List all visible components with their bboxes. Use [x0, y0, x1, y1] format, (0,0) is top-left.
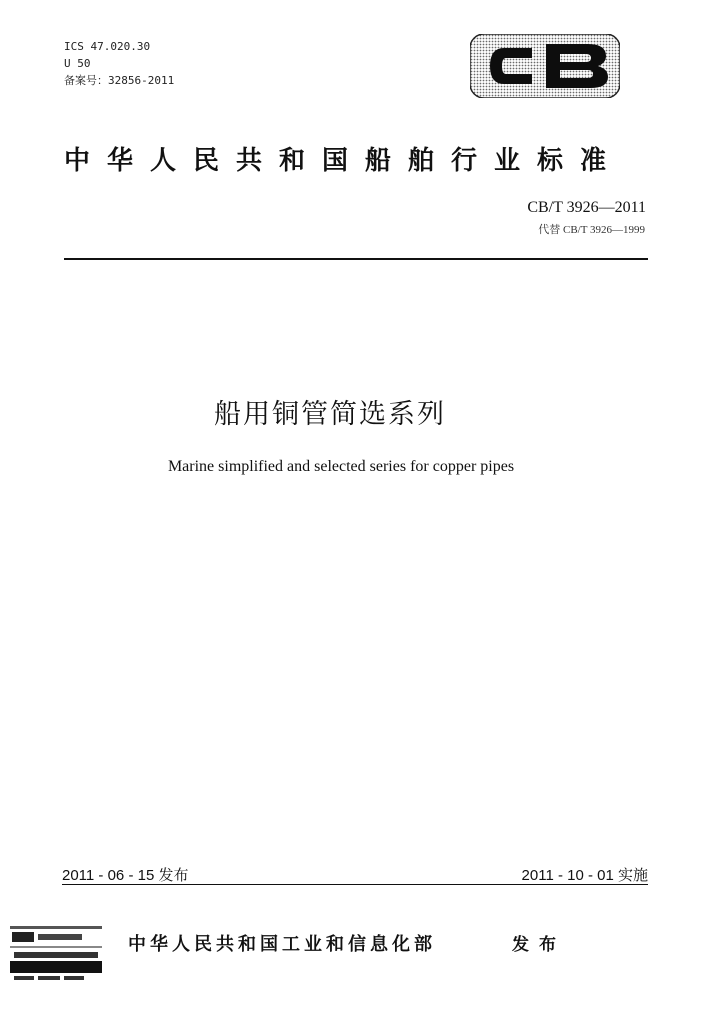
issue-label: 发布	[512, 935, 566, 955]
document-title-english: Marine simplified and selected series for copper pipes	[167, 458, 515, 475]
issue-date: 2011 - 06 - 15 发布	[62, 867, 189, 884]
header-divider	[64, 258, 648, 260]
effective-date: 2011 - 10 - 01 实施	[521, 867, 648, 884]
classification-block	[64, 38, 174, 89]
footer-divider	[62, 884, 648, 885]
filing-number: 备案号：32856-2011	[64, 74, 175, 87]
class-code: U 50	[64, 57, 91, 70]
anti-counterfeit-sticker	[10, 926, 102, 982]
standard-number: CB/T 3926—2011	[527, 199, 646, 216]
standard-category: 中华人民共和国船舶行业标准	[64, 146, 624, 176]
replaces-standard: 代替 CB/T 3926—1999	[538, 224, 645, 236]
cb-logo	[470, 34, 620, 98]
ics-code: ICS 47.020.30	[64, 40, 151, 53]
issuing-authority: 中华人民共和国工业和信息化部	[128, 934, 436, 955]
document-title-chinese: 船用铜管简选系列	[214, 399, 446, 430]
